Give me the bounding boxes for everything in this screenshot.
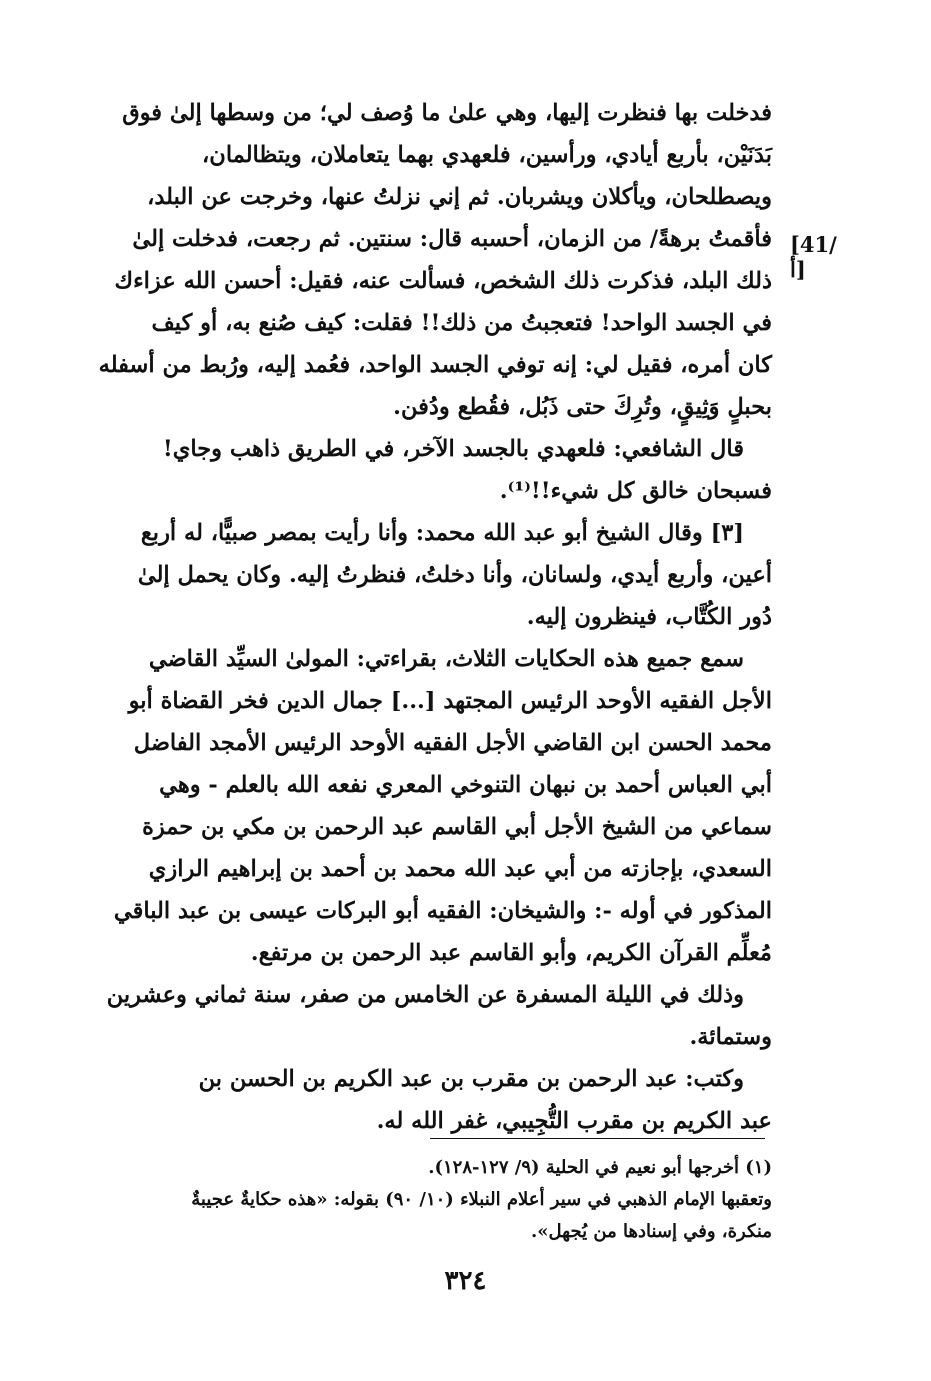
text-line: وذلك في الليلة المسفرة عن الخامس من صفر، سنة ثماني وعشرين bbox=[106, 982, 744, 1008]
main-text bbox=[72, 92, 772, 1142]
text-line: وكتب: عبد الرحمن بن مقرب بن عبد الكريم بن الحسن بن bbox=[198, 1066, 744, 1092]
paragraph-4 bbox=[72, 638, 772, 974]
text-line: في الجسد الواحد! فتعجبتُ من ذلك!! فقلت: كيف صُنع به، أو كيف bbox=[151, 310, 772, 336]
text-line: سماعي من الشيخ الأجل أبي القاسم عبد الرحمن بن مكي بن حمزة bbox=[142, 814, 772, 840]
text-line: دُور الكُتَّاب، فينظرون إليه. bbox=[526, 604, 772, 630]
paragraph-3 bbox=[72, 512, 772, 638]
text-line: محمد الحسن ابن القاضي الأجل الفقيه الأوحد الرئيس الأمجد الفاضل bbox=[133, 730, 772, 756]
text-line: أعين، وأربع أيدي، ولسانان، وأنا دخلتُ، فنظرتُ إليه. وكان يحمل إلىٰ bbox=[137, 562, 772, 588]
footnotes bbox=[72, 1152, 772, 1248]
text-line: مُعلِّم القرآن الكريم، وأبو القاسم عبد الرحمن بن مرتفع. bbox=[250, 940, 772, 966]
footnote-separator bbox=[430, 1138, 765, 1139]
text-line: بحبلٍ وَثِيقٍ، وتُرِكَ حتى ذَبُل، فقُطع ودُفن. bbox=[393, 394, 772, 420]
text-line: أبي العباس أحمد بن نبهان التنوخي المعري نفعه الله بالعلم - وهي bbox=[159, 772, 772, 798]
paragraph-6 bbox=[72, 1058, 772, 1142]
text-line: فأقمتُ برهةً/ من الزمان، أحسبه قال: سنتين. ثم رجعت، فدخلت إلىٰ bbox=[132, 226, 772, 252]
text-line: ويصطلحان، ويأكلان ويشربان. ثم إني نزلتُ عنها، وخرجت عن البلد، bbox=[147, 184, 772, 210]
footnote-line: وتعقبها الإمام الذهبي في سير أعلام النبلاء (١٠/ ٩٠) بقوله: «هذه حكايةٌ عجيبةٌ bbox=[191, 1189, 772, 1210]
paragraph-5 bbox=[72, 974, 772, 1058]
text-line: كان أمره، فقيل لي: إنه توفي الجسد الواحد، فعُمد إليه، ورُبط من أسفله bbox=[98, 352, 772, 378]
text-line: السعدي، بإجازته من أبي عبد الله محمد بن أحمد بن إبراهيم الرازي bbox=[148, 856, 772, 882]
text-line: ذلك البلد، فذكرت ذلك الشخص، فسألت عنه، فقيل: أحسن الله عزاءك bbox=[114, 268, 772, 294]
paragraph-2 bbox=[72, 428, 772, 512]
text-line: عبد الكريم بن مقرب التُّجِيبي، غفر الله له. bbox=[376, 1108, 772, 1134]
manuscript-folio-marker: [41/أ] bbox=[790, 232, 837, 282]
text-line: بَدَنَيْن، بأربع أيادي، ورأسين، فلعهدي بهما يتعاملان، ويتظالمان، bbox=[202, 142, 772, 168]
paragraph-1 bbox=[72, 92, 772, 428]
text-line: سمع جميع هذه الحكايات الثلاث، بقراءتي: المولىٰ السيِّد القاضي bbox=[148, 646, 744, 672]
text-line: فسبحان خالق كل شيء!!⁽¹⁾. bbox=[499, 478, 772, 504]
text-line: فدخلت بها فنظرت إليها، وهي علىٰ ما وُصف لي؛ من وسطها إلىٰ فوق bbox=[122, 100, 772, 126]
text-line: المذكور في أوله -: والشيخان: الفقيه أبو البركات عيسى بن عبد الباقي bbox=[113, 898, 772, 924]
footnote-line: منكرة، وفي إسنادها من يُجهل». bbox=[531, 1221, 772, 1242]
text-line: قال الشافعي: فلعهدي بالجسد الآخر، في الطريق ذاهب وجاي! bbox=[162, 436, 744, 462]
footnote-line: (١) أخرجها أبو نعيم في الحلية (٩/ ١٢٧-١٢٨). bbox=[428, 1157, 772, 1178]
page-number: ٣٢٤ bbox=[444, 1266, 487, 1296]
text-line: وستمائة. bbox=[689, 1024, 772, 1050]
text-line: [٣] وقال الشيخ أبو عبد الله محمد: وأنا رأيت بمصر صبيًّا، له أربع bbox=[140, 520, 744, 546]
text-line: الأجل الفقيه الأوحد الرئيس المجتهد [...] جمال الدين فخر القضاة أبو bbox=[128, 688, 772, 714]
